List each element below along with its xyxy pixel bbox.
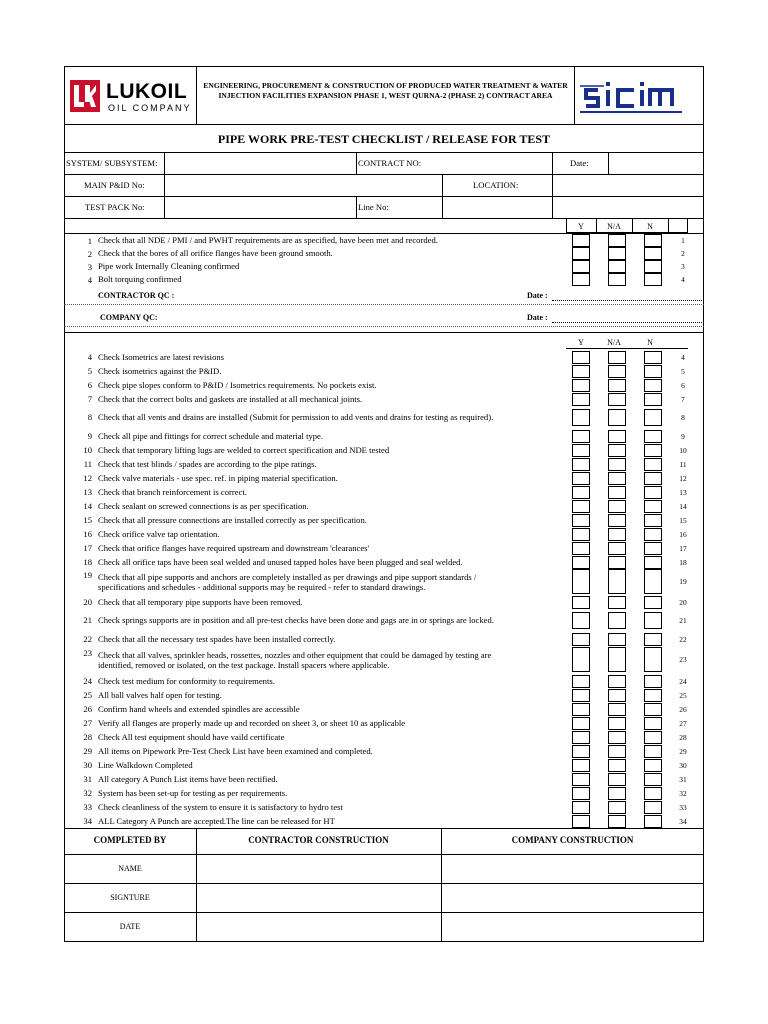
checkbox-na[interactable] <box>608 556 626 569</box>
item-ref-number: 19 <box>679 577 687 586</box>
item-ref-number: 6 <box>681 381 685 390</box>
item-text: Check that branch reinforcement is correct. <box>98 487 247 497</box>
item-text: Check test medium for conformity to requirements. <box>98 676 275 686</box>
item-ref-number: 15 <box>679 516 687 525</box>
item-ref-number: 32 <box>679 789 687 798</box>
checkbox-no[interactable] <box>644 717 662 730</box>
item-text: Check Isometrics are latest revisions <box>98 352 225 362</box>
item-number: 8 <box>87 412 92 422</box>
col-na-1: N/A <box>607 222 621 231</box>
checkbox-no[interactable] <box>644 801 662 814</box>
checkbox-yes[interactable] <box>572 430 590 443</box>
company-qc-date-label: Date : <box>527 313 548 322</box>
item-text: Check that all NDE / PMI / and PWHT requirements are as specified, have been met and recorded. <box>98 235 438 245</box>
item-ref-number: 1 <box>681 236 685 245</box>
checkbox-no[interactable] <box>644 596 662 609</box>
checkbox-yes[interactable] <box>572 689 590 702</box>
lukoil-name: LUKOIL <box>106 80 188 103</box>
item-ref-number: 5 <box>681 367 685 376</box>
col-n-2: N <box>647 338 653 347</box>
checkbox-yes[interactable] <box>572 759 590 772</box>
item-text: Check that all valves, sprinkler heads, rossettes, nozzles and other equipment that could be damaged by testing are <box>98 650 492 660</box>
item-ref-number: 24 <box>679 677 687 686</box>
item-ref-number: 21 <box>679 616 687 625</box>
item-ref-number: 34 <box>679 817 687 826</box>
item-text: Check that all vents and drains are installed (Submit for permission to add vents and drains for testing as required). <box>98 412 494 422</box>
checkbox-no[interactable] <box>644 759 662 772</box>
item-text: All items on Pipework Pre-Test Check List have been examined and completed. <box>98 746 373 756</box>
checkbox-yes[interactable] <box>572 633 590 646</box>
item-ref-number: 30 <box>679 761 687 770</box>
checkbox-yes[interactable] <box>572 351 590 364</box>
checkbox-no[interactable] <box>644 787 662 800</box>
checkbox-yes[interactable] <box>572 247 590 260</box>
item-ref-number: 18 <box>679 558 687 567</box>
checkbox-na[interactable] <box>608 633 626 646</box>
item-number: 3 <box>87 262 92 272</box>
checkbox-no[interactable] <box>644 773 662 786</box>
item-number: 7 <box>87 394 92 404</box>
contract-no-label: CONTRACT NO: <box>358 158 422 168</box>
checkbox-na[interactable] <box>608 542 626 555</box>
contractor-name-cell[interactable] <box>197 855 440 882</box>
item-text: Check that all pipe supports and anchors are completely installed as per drawings and pipe support standards / <box>98 572 477 582</box>
checkbox-yes[interactable] <box>572 260 590 273</box>
item-text: Check that test blinds / spades are according to the pipe ratings. <box>98 459 317 469</box>
item-text: Check that all pressure connections are installed correctly as per specification. <box>98 515 367 525</box>
system-label: SYSTEM/ SUBSYSTEM: <box>66 158 158 168</box>
checkbox-yes[interactable] <box>572 773 590 786</box>
item-text: Check all orifice taps have been seal welded and unused tapped holes have been plugged and seal welded. <box>98 557 463 567</box>
col-n-1: N <box>647 222 653 231</box>
item-ref-number: 25 <box>679 691 687 700</box>
checkbox-no[interactable] <box>644 815 662 828</box>
item-number: 15 <box>83 515 92 525</box>
item-number: 28 <box>83 732 92 742</box>
checkbox-no[interactable] <box>644 703 662 716</box>
checkbox-yes[interactable] <box>572 745 590 758</box>
checkbox-no[interactable] <box>644 351 662 364</box>
item-number: 33 <box>83 802 92 812</box>
checkbox-yes[interactable] <box>572 647 590 672</box>
checkbox-no[interactable] <box>644 500 662 513</box>
item-number: 26 <box>83 704 92 714</box>
item-ref-number: 22 <box>679 635 687 644</box>
checkbox-no[interactable] <box>644 458 662 471</box>
checkbox-yes[interactable] <box>572 596 590 609</box>
item-number: 30 <box>83 760 92 770</box>
checkbox-no[interactable] <box>644 675 662 688</box>
checkbox-no[interactable] <box>644 260 662 273</box>
item-text: Check isometrics against the P&ID. <box>98 366 222 376</box>
item-ref-number: 14 <box>679 502 687 511</box>
location-label: LOCATION: <box>473 180 519 190</box>
checkbox-no[interactable] <box>644 234 662 247</box>
checkbox-no[interactable] <box>644 379 662 392</box>
checkbox-yes[interactable] <box>572 675 590 688</box>
item-ref-number: 8 <box>681 413 685 422</box>
item-number: 25 <box>83 690 92 700</box>
checkbox-na[interactable] <box>608 351 626 364</box>
checkbox-na[interactable] <box>608 458 626 471</box>
checkbox-na[interactable] <box>608 569 626 594</box>
checkbox-yes[interactable] <box>572 444 590 457</box>
item-number: 31 <box>83 774 92 784</box>
checkbox-yes[interactable] <box>572 731 590 744</box>
checkbox-no[interactable] <box>644 542 662 555</box>
item-ref-number: 20 <box>679 598 687 607</box>
checkbox-na[interactable] <box>608 444 626 457</box>
checkbox-na[interactable] <box>608 472 626 485</box>
item-text: Pipe work Internally Cleaning confirmed <box>98 261 240 271</box>
checkbox-no[interactable] <box>644 633 662 646</box>
item-number: 18 <box>83 557 92 567</box>
item-ref-number: 17 <box>679 544 687 553</box>
item-ref-number: 4 <box>681 275 685 284</box>
item-number: 29 <box>83 746 92 756</box>
main-pid-label: MAIN P&ID No: <box>84 180 145 190</box>
checkbox-yes[interactable] <box>572 569 590 594</box>
col-y-1: Y <box>578 222 584 231</box>
item-ref-number: 4 <box>681 353 685 362</box>
item-number: 14 <box>83 501 92 511</box>
checkbox-na[interactable] <box>608 703 626 716</box>
item-number: 12 <box>83 473 92 483</box>
item-number: 24 <box>83 676 92 686</box>
item-text: Check All test equipment should have vaild certificate <box>98 732 285 742</box>
checkbox-no[interactable] <box>644 689 662 702</box>
item-text: Check that all temporary pipe supports have been removed. <box>98 597 303 607</box>
sicim-logo-icon <box>578 72 688 118</box>
col-na-2: N/A <box>607 338 621 347</box>
checkbox-na[interactable] <box>608 689 626 702</box>
item-text: Check that temporary lifting lugs are welded to correct specification and NDE tested <box>98 445 390 455</box>
checkbox-na[interactable] <box>608 247 626 260</box>
contractor-qc-date-line[interactable] <box>552 300 702 301</box>
item-ref-number: 12 <box>679 474 687 483</box>
item-ref-number: 13 <box>679 488 687 497</box>
item-text: Line Walkdown Completed <box>98 760 193 770</box>
checkbox-no[interactable] <box>644 430 662 443</box>
checkbox-na[interactable] <box>608 528 626 541</box>
company-signature-cell[interactable] <box>442 884 703 911</box>
checkbox-no[interactable] <box>644 486 662 499</box>
checkbox-na[interactable] <box>608 500 626 513</box>
checkbox-yes[interactable] <box>572 815 590 828</box>
item-text: Check sealant on screwed connections is as per specification. <box>98 501 309 511</box>
checkbox-na[interactable] <box>608 260 626 273</box>
item-text: Check that the bores of all orifice flanges have been ground smooth. <box>98 248 333 258</box>
checkbox-na[interactable] <box>608 234 626 247</box>
checkbox-no[interactable] <box>644 569 662 594</box>
checkbox-no[interactable] <box>644 612 662 629</box>
checkbox-yes[interactable] <box>572 542 590 555</box>
checkbox-yes[interactable] <box>572 556 590 569</box>
test-pack-label: TEST PACK No: <box>85 202 145 212</box>
checkbox-yes[interactable] <box>572 234 590 247</box>
line-no-label: Line No: <box>358 202 389 212</box>
item-number: 13 <box>83 487 92 497</box>
lukoil-logo <box>68 78 192 116</box>
checkbox-na[interactable] <box>608 379 626 392</box>
item-number: 27 <box>83 718 92 728</box>
checkbox-na[interactable] <box>608 486 626 499</box>
checkbox-na[interactable] <box>608 596 626 609</box>
item-number: 34 <box>83 816 92 826</box>
checkbox-na[interactable] <box>608 773 626 786</box>
item-ref-number: 23 <box>679 655 687 664</box>
checkbox-na[interactable] <box>608 647 626 672</box>
item-text-cont: specifications and schedules - additional supports may be required - refer to standard drawings. <box>98 582 426 592</box>
signature-row-label: SIGNTURE <box>110 893 150 902</box>
item-ref-number: 7 <box>681 395 685 404</box>
checkbox-no[interactable] <box>644 365 662 378</box>
item-ref-number: 3 <box>681 262 685 271</box>
item-number: 1 <box>87 236 92 246</box>
date-label: Date: <box>570 158 589 168</box>
checkbox-yes[interactable] <box>572 801 590 814</box>
checkbox-yes[interactable] <box>572 717 590 730</box>
item-ref-number: 29 <box>679 747 687 756</box>
checkbox-no[interactable] <box>644 472 662 485</box>
checkbox-yes[interactable] <box>572 273 590 286</box>
checkbox-yes[interactable] <box>572 458 590 471</box>
item-number: 16 <box>83 529 92 539</box>
company-construction-header: COMPANY CONSTRUCTION <box>511 835 634 845</box>
checkbox-na[interactable] <box>608 717 626 730</box>
company-qc-label: COMPANY QC: <box>100 313 158 322</box>
item-ref-number: 28 <box>679 733 687 742</box>
item-number: 11 <box>83 459 92 469</box>
item-number: 22 <box>83 634 92 644</box>
item-ref-number: 10 <box>679 446 687 455</box>
item-ref-number: 9 <box>681 432 685 441</box>
checkbox-yes[interactable] <box>572 787 590 800</box>
item-number: 9 <box>87 431 92 441</box>
checkbox-na[interactable] <box>608 731 626 744</box>
lukoil-emblem-icon <box>70 80 100 112</box>
checkbox-yes[interactable] <box>572 528 590 541</box>
item-text: Check that the correct bolts and gaskets are installed at all mechanical joints. <box>98 394 363 404</box>
checkbox-na[interactable] <box>608 430 626 443</box>
item-number: 10 <box>83 445 92 455</box>
checkbox-no[interactable] <box>644 444 662 457</box>
checkbox-no[interactable] <box>644 247 662 260</box>
checkbox-no[interactable] <box>644 745 662 758</box>
col-y-2: Y <box>578 338 584 347</box>
page-title: PIPE WORK PRE-TEST CHECKLIST / RELEASE FOR TEST <box>217 132 551 146</box>
item-ref-number: 2 <box>681 249 685 258</box>
checkbox-no[interactable] <box>644 647 662 672</box>
checkbox-na[interactable] <box>608 393 626 406</box>
item-text-cont: identified, removed or isolated, on the test package. Install spacers where applicable. <box>98 660 390 670</box>
date-row-label: DATE <box>119 922 141 931</box>
item-number: 6 <box>87 380 92 390</box>
lukoil-sub: OIL COMPANY <box>108 103 192 113</box>
contractor-qc-label: CONTRACTOR QC : <box>98 291 175 300</box>
item-number: 4 <box>87 275 92 285</box>
checkbox-yes[interactable] <box>572 486 590 499</box>
checkbox-yes[interactable] <box>572 365 590 378</box>
checkbox-no[interactable] <box>644 273 662 286</box>
item-text: Check all pipe and fittings for correct schedule and material type. <box>98 431 324 441</box>
item-text: Check pipe slopes conform to P&ID / Isometrics requirements. No pockets exist. <box>98 380 377 390</box>
checkbox-yes[interactable] <box>572 703 590 716</box>
item-text: Check that all the necessary test spades have been installed correctly. <box>98 634 336 644</box>
checkbox-na[interactable] <box>608 273 626 286</box>
contractor-date-cell[interactable] <box>197 913 440 941</box>
checkbox-na[interactable] <box>608 759 626 772</box>
checkbox-yes[interactable] <box>572 393 590 406</box>
checkbox-yes[interactable] <box>572 379 590 392</box>
item-number: 20 <box>83 597 92 607</box>
company-name-cell[interactable] <box>442 855 703 882</box>
item-text: Check valve materials - use spec. ref. in piping material specification. <box>98 473 338 483</box>
contractor-construction-header: CONTRACTOR CONSTRUCTION <box>248 835 389 845</box>
item-number: 23 <box>83 648 92 658</box>
item-number: 5 <box>87 366 92 376</box>
sicim-logo <box>578 72 688 118</box>
company-date-cell[interactable] <box>442 913 703 941</box>
project-title: ENGINEERING, PROCUREMENT & CONSTRUCTION OF PRODUCED WATER TREATMENT & WATER INJECTION FACILITIES EXPANSION PHASE 1, WEST QURNA-2 (PHASE 2) CONTRACT AREA <box>203 81 568 100</box>
checkbox-na[interactable] <box>608 787 626 800</box>
item-ref-number: 16 <box>679 530 687 539</box>
item-text: ALL Category A Punch are accepted.The line can be released for HT <box>98 816 335 826</box>
item-number: 32 <box>83 788 92 798</box>
item-text: Confirm hand wheels and extended spindles are accessible <box>98 704 300 714</box>
contractor-signature-cell[interactable] <box>197 884 440 911</box>
item-ref-number: 33 <box>679 803 687 812</box>
item-ref-number: 31 <box>679 775 687 784</box>
contractor-qc-date-label: Date : <box>527 291 548 300</box>
item-text: System has been set-up for testing as per requirements. <box>98 788 288 798</box>
item-text: Check orifice valve tap orientation. <box>98 529 220 539</box>
item-number: 2 <box>87 249 92 259</box>
item-ref-number: 26 <box>679 705 687 714</box>
checkbox-na[interactable] <box>608 675 626 688</box>
checkbox-yes[interactable] <box>572 409 590 426</box>
checkbox-na[interactable] <box>608 365 626 378</box>
item-number: 4 <box>87 352 92 362</box>
item-text: Check cleanliness of the system to ensure it is satisfactory to hydro test <box>98 802 343 812</box>
item-number: 21 <box>83 615 92 625</box>
checkbox-na[interactable] <box>608 801 626 814</box>
checkbox-no[interactable] <box>644 556 662 569</box>
item-number: 17 <box>83 543 92 553</box>
checkbox-yes[interactable] <box>572 472 590 485</box>
item-text: All category A Punch List items have been rectified. <box>98 774 278 784</box>
checkbox-yes[interactable] <box>572 514 590 527</box>
item-text: Check that orifice flanges have required upstream and downstream 'clearances' <box>98 543 370 553</box>
item-text: All ball valves half open for testing. <box>98 690 222 700</box>
checkbox-na[interactable] <box>608 745 626 758</box>
checkbox-na[interactable] <box>608 514 626 527</box>
checkbox-no[interactable] <box>644 528 662 541</box>
checkbox-na[interactable] <box>608 612 626 629</box>
checkbox-yes[interactable] <box>572 500 590 513</box>
item-text: Bolt torquing confirmed <box>98 274 182 284</box>
company-qc-date-line[interactable] <box>552 322 702 323</box>
item-number: 19 <box>83 570 92 580</box>
checkbox-na[interactable] <box>608 815 626 828</box>
completed-by-header: COMPLETED BY <box>93 835 167 845</box>
item-ref-number: 11 <box>679 460 687 469</box>
item-text: Verify all flanges are properly made up and recorded on sheet 3, or sheet 10 as applicable <box>98 718 406 728</box>
checkbox-no[interactable] <box>644 514 662 527</box>
checkbox-na[interactable] <box>608 409 626 426</box>
item-ref-number: 27 <box>679 719 687 728</box>
name-row-label: NAME <box>118 864 142 873</box>
checkbox-no[interactable] <box>644 393 662 406</box>
item-text: Check springs supports are in position and all pre-test checks have been done and gags are in or springs are locked. <box>98 615 494 625</box>
checkbox-no[interactable] <box>644 409 662 426</box>
checkbox-yes[interactable] <box>572 612 590 629</box>
checkbox-no[interactable] <box>644 731 662 744</box>
